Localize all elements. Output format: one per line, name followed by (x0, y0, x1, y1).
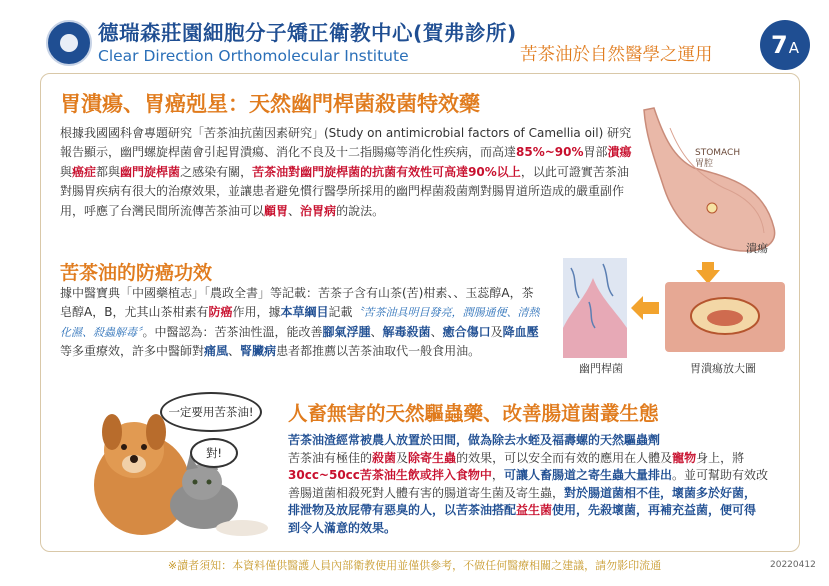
speech-bubble-cat: 對! (190, 438, 238, 468)
section2-heading: 苦茶油的防癌功效 (60, 262, 213, 284)
org-name-chinese: 德瑞森莊園細胞分子矯正衛教中心(賀弗診所) (98, 21, 517, 45)
stomach-label: STOMACH 胃腔 (695, 148, 741, 169)
section3-heading: 人畜無害的天然驅蟲藥、改善腸道菌叢生態 (288, 402, 659, 425)
down-arrow-icon (696, 262, 720, 284)
section1-heading: 胃潰瘍、胃癌剋星：天然幽門桿菌殺菌特效藥 (60, 92, 480, 116)
document-date: 20220412 (770, 560, 816, 570)
org-name-english: Clear Direction Orthomolecular Institute (98, 47, 409, 65)
disclaimer-footer: ※讀者須知：本資料僅供醫護人員內部衛教使用並僅供參考，不做任何醫療相關之建議，請勿影印流通 (167, 559, 662, 572)
speech-bubble-dog: 一定要用苦茶油! (160, 392, 262, 432)
left-arrow-icon (631, 296, 659, 320)
section2-paragraph: 據中醫寶典「中國藥植志」「農政全書」等記載：苦茶子含有山茶(苦)柑素、、玉蕊醇A，茶皂醇A，B，尤其山茶柑素有防癌作用，據本草綱目記載〝苦茶油具明目發亮，潤腸通便、清熱化濕、殺蟲解毒〞。中醫認為：苦茶油性溫，能改善腳氣浮腫、解毒殺菌、癒合傷口及降血壓等多重療效，許多中醫師對痛風、腎臟病患者都推薦以苦茶油取代一般食用油。 (60, 286, 540, 359)
page-suffix: A (788, 39, 799, 57)
bacteria-image (563, 258, 627, 358)
page-number: 7 (771, 31, 788, 59)
section-title: 苦茶油於自然醫學之運用 (520, 45, 713, 65)
ulcer-zoom-caption: 胃潰瘍放大圖 (690, 362, 756, 375)
section1-paragraph: 根據我國國科會專題研究「苦茶油抗菌因素研究」(Study on antimicrobial factors of Camellia oil) 研究報告顯示，幽門螺旋桿菌會引起胃潰瘍、消化不良及十二指腸瘍等消化性疾病，而高達85%~90%胃部潰瘍與癌症都與幽門旋桿菌之感染有關，苦茶油對幽門旋桿菌的抗菌有效性可高達90%以上，以此可證實苦茶油對腸胃疾病有很大的治療效果，並讓患者避免慣行醫學所採用的幽門桿菌殺菌劑對腸胃道所造成的嚴重副作用，呼應了台灣民間所流傳苦茶油可以顧胃、治胃病的說法。 (60, 126, 632, 218)
ulcer-zoom-image (665, 282, 785, 352)
clinic-logo (46, 20, 92, 66)
bacteria-caption: 幽門桿菌 (579, 362, 623, 375)
ulcer-label: 潰瘍 (746, 242, 768, 255)
page-number-badge (760, 20, 810, 70)
section3-paragraph: 苦茶油渣經常被農人放置於田間，做為除去水蛭及福壽螺的天然驅蟲劑 苦茶油有極佳的殺菌及除寄生蟲的效果，可以安全而有效的應用在人體及寵物身上，將30cc~50cc苦茶油生飲或拌入食物中，可讓人畜腸道之寄生蟲大量排出。並可幫助有效改善腸道菌相殺死對人體有害的腸道寄生菌及寄生蟲，對於腸道菌相不佳，壞菌多於好菌，排泄物及放屁帶有惡臭的人，以苦茶油搭配益生菌使用，先殺壞菌，再補充益菌，便可得到令人滿意的效果。 (288, 433, 768, 535)
stomach-illustration (634, 98, 800, 258)
